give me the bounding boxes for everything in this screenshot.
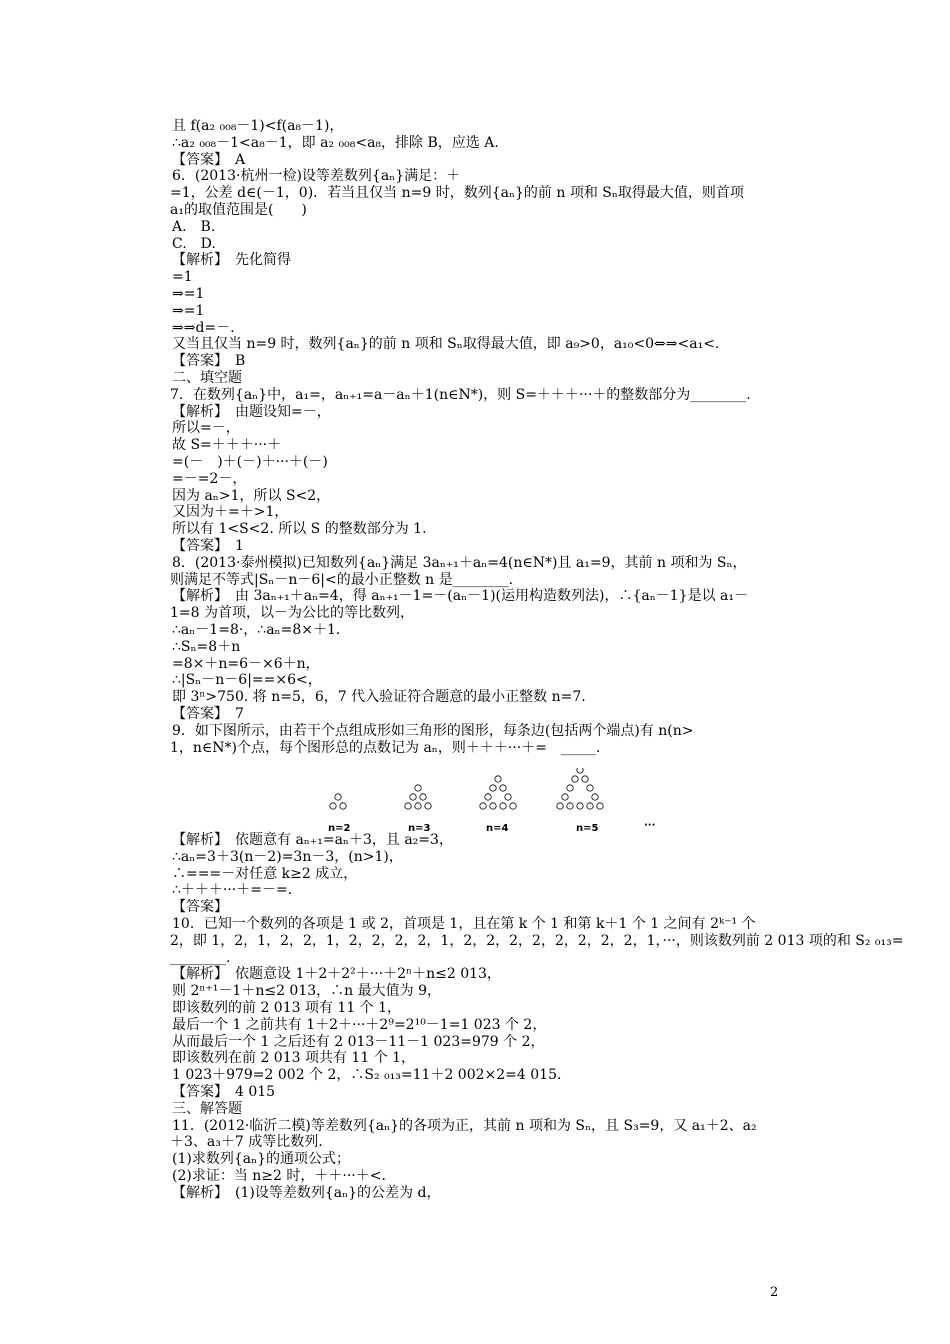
text-line: 1，n∈N*)个点，每个图形总的点数记为 aₙ，则＋＋＋···＋= _____. [170,739,601,756]
text-line: 即 3ⁿ>750. 将 n=5，6，7 代入验证符合题意的最小正整数 n=7. [172,689,586,706]
figure-dot [410,794,416,800]
figure-dot [587,803,593,809]
text-line: 【答案】 A [172,151,246,168]
text-line: 且 f(a₂ ₀₀₈－1)<f(a₈－1)， [172,118,344,134]
triangle-dot-figure [310,768,670,838]
text-line: 因为 aₙ>1，所以 S<2， [172,487,331,504]
text-line: 【解析】 依题意有 aₙ₊₁=aₙ＋3，且 a₂=3， [172,832,453,848]
text-line: 【解析】 由题设知=－， [172,403,331,420]
text-line: ∴＋＋＋···＋=－=. [172,882,293,899]
figure-dot [562,794,568,800]
text-line: 【解析】 由 3aₙ₊₁＋aₙ=4，得 aₙ₊₁－1=－(aₙ－1)(运用构造数列法)，∴{aₙ－1}是以 a₁－ [172,588,748,605]
text-line: 又因为＋=＋>1， [172,504,289,521]
text-line: 【答案】 B [172,353,246,370]
text-line: ∴a₂ ₀₀₈－1<a₈－1，即 a₂ ₀₀₈<a₈，排除 B，应选 A. [172,134,499,151]
text-line: 最后一个 1 之前共有 1＋2＋···＋2⁹=2¹⁰－1=1 023 个 2， [172,1016,547,1033]
text-line: =1，公差 d∈(－1，0)．若当且仅当 n=9 时，数列{aₙ}的前 n 项和 Sₙ取得最大值，则首项 [170,185,744,202]
text-line: 所以=－， [172,420,240,437]
figure-dot [415,803,421,809]
text-line: 【答案】 [172,899,228,916]
text-line: =8×＋n=6－×6＋n， [172,655,320,672]
figure-dot [415,785,421,791]
text-line: 故 S=＋＋＋···＋ [172,437,282,454]
figure-label-ellipsis: ··· [644,820,656,831]
text-line: (2)求证：当 n≥2 时，＋＋···＋<. [172,1168,386,1184]
text-line: 则满足不等式|Sₙ－n－6|<的最小正整数 n 是________. [170,571,514,588]
text-line: 【解析】 先化简得 [172,252,291,269]
text-line: 即该数列在前 2 013 项共有 11 个 1， [172,1050,416,1067]
figure-dot [505,794,511,800]
text-line: 9．如下图所示，由若干个点组成形如三角形的图形，每条边(包括两个端点)有 n(n> [172,722,694,739]
text-line: =－=2－， [172,470,247,487]
figure-label-n4: n=4 [486,823,509,834]
text-line: (1)求数列{aₙ}的通项公式； [172,1151,351,1168]
page-number: 2 [770,1285,779,1300]
text-line: 二、填空题 [172,370,242,386]
text-line: ∴aₙ=3＋3(n－2)=3n－3，(n>1)， [172,848,403,865]
figure-dot [495,776,501,782]
text-line: 【解析】 依题意设 1＋2＋2²＋···＋2ⁿ＋n≤2 013， [172,966,501,983]
text-line: 11．(2012·临沂二模)等差数列{aₙ}的各项为正，其前 n 项和为 Sₙ，且 S₃=9，又 a₁＋2、a₂ [172,1117,757,1134]
text-line: ⇒⇒d=－. [172,319,235,336]
text-line: 【解析】 (1)设等差数列{aₙ}的公差为 d， [172,1184,441,1201]
text-line: =1 [172,269,193,286]
figure-dot [567,785,573,791]
text-line: 【答案】 1 [172,538,244,554]
figure-dot [582,776,588,782]
text-line: C. D. [172,235,216,252]
text-line: 所以有 1<S<2. 所以 S 的整数部分为 1. [172,521,427,538]
text-line: 则 2ⁿ⁺¹－1＋n≤2 013，∴n 最大值为 9， [172,983,441,1000]
text-line: 【答案】 7 [172,706,244,722]
figure-dot [587,785,593,791]
figure-dot [592,794,598,800]
text-line: ∴|Sₙ－n－6|==×6<， [172,672,322,689]
text-line: 1 023＋979=2 002 个 2，∴S₂ ₀₁₃=11＋2 002×2=4 015. [172,1067,562,1084]
figure-label-n3: n=3 [408,823,431,834]
text-line: 10．已知一个数列的各项是 1 或 2，首项是 1，且在第 k 个 1 和第 k＋1 个 1 之间有 2ᵏ⁻¹ 个 [172,916,756,932]
figure-dot [425,803,431,809]
text-line: ＋3、a₃＋7 成等比数列. [170,1134,323,1151]
text-line: 即该数列的前 2 013 项有 11 个 1， [172,1000,402,1016]
text-line: =(－ )＋(－)＋···＋(－) [172,454,328,470]
figure-dot [405,803,411,809]
text-line: 2，即 1，2，1，2，2，1，2，2，2，2，1，2，2，2，2，2，2，2，2，1，···，则该数列前 2 013 项的和 S₂ ₀₁₃= [170,932,904,949]
figure-dot [500,785,506,791]
figure-dot [510,803,516,809]
text-line: 8．(2013·泰州模拟)已知数列{aₙ}满足 3aₙ₊₁＋aₙ=4(n∈N*)且 a₁=9，其前 n 项和为 Sₙ， [172,554,747,571]
text-line: ⇒=1 [172,286,205,302]
figure-dot [557,803,563,809]
text-line: 三、解答题 [172,1100,242,1117]
text-line: 1=8 为首项，以－为公比的等比数列， [170,605,414,622]
figure-dot [485,794,491,800]
text-line: ________. [170,949,231,966]
figure-label-n2: n=2 [328,823,351,834]
text-line: ∴Sₙ=8＋n [172,638,241,655]
text-line: 从而最后一个 1 之后还有 2 013－11－1 023=979 个 2， [172,1033,545,1050]
text-line: 6．(2013·杭州一检)设等差数列{aₙ}满足：＋ [172,168,461,185]
figure-dot [330,803,336,809]
figure-label-n5: n=5 [576,823,599,834]
text-line: A. B. [172,218,216,235]
figure-dot [340,803,346,809]
text-line: ∴aₙ－1=8·，∴aₙ=8×＋1. [172,622,341,638]
text-line: a₁的取值范围是( ) [170,202,307,218]
figure-dot [567,803,573,809]
figure-dot [577,768,583,773]
figure-dot [335,794,341,800]
figure-dot [500,803,506,809]
figure-dot [420,794,426,800]
figure-dot [577,803,583,809]
text-line: ∴===－对任意 k≥2 成立， [172,865,358,882]
text-line: 【答案】 4 015 [172,1084,276,1100]
text-line: ⇒=1 [172,302,205,319]
figure-dot [480,803,486,809]
text-line: 7．在数列{aₙ}中，a₁=，aₙ₊₁=a－aₙ＋1(n∈N*)，则 S=＋＋＋···＋的整数部分为________. [170,386,751,403]
figure-dot [597,803,603,809]
figure-dot [490,803,496,809]
text-line: 又当且仅当 n=9 时，数列{aₙ}的前 n 项和 Sₙ取得最大值，即 a₉>0，a₁₀<0⇔⇒<a₁<. [172,336,720,353]
figure-dot [490,785,496,791]
figure-dot [572,776,578,782]
